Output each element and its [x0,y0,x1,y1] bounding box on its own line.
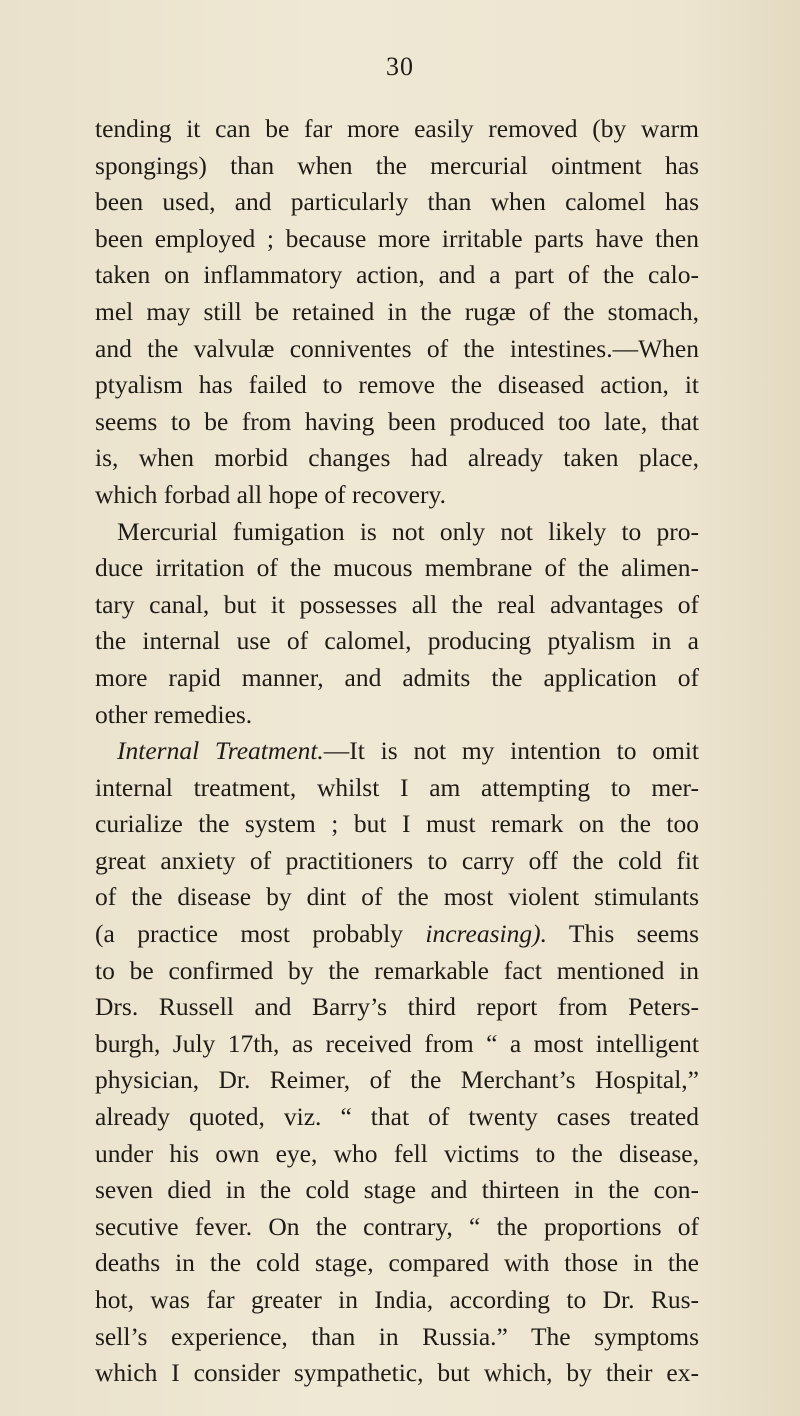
text-line-paragraph-start: Mercurial fumigation is not only not likely to pro- [117,516,699,546]
text-line: been used, and particularly than when calomel has [95,187,699,217]
text-line: is, when morbid changes had already taken place, [95,443,699,473]
text-run: (a practice most probably [95,919,426,949]
text-line: burgh, July 17th, as received from “ a most intelligent [95,1028,699,1058]
text-line: taken on inflammatory action, and a part of the calo- [95,260,699,290]
text-line: the internal use of calomel, producing ptyalism in a [95,626,699,656]
text-line: secutive fever. On the contrary, “ the proportions of [95,1211,699,1241]
text-line: of the disease by dint of the most violent stimulants [95,882,699,912]
text-line: hot, was far greater in India, according to Dr. Rus- [95,1285,699,1314]
text-line: to be confirmed by the remarkable fact mentioned in [95,955,699,985]
text-line-paragraph-start [95,733,699,770]
text-line-paragraph-end: which forbad all hope of recovery. [95,479,446,509]
text-line-paragraph-end: other remedies. [95,699,253,729]
text-line: deaths in the cold stage, compared with those in the [95,1248,699,1278]
text-line: physician, Dr. Reimer, of the Merchant’s Hospital,” [95,1065,699,1095]
text-line: curialize the system ; but I must remark on the too [95,809,699,839]
text-line: tending it can be far more easily removed (by warm [95,114,699,143]
text-line: and the valvulæ conniventes of the intestines.—When [95,333,699,363]
text-line: been employed ; because more irritable parts have then [95,223,699,253]
text-line: duce irritation of the mucous membrane of the alimen- [95,553,699,583]
text-line: under his own eye, who fell victims to the disease, [95,1138,699,1168]
text-line: mel may still be retained in the rugæ of the stomach, [95,296,699,326]
text-line: seven died in the cold stage and thirteen in the con- [95,1175,699,1205]
text-line [95,916,699,953]
text-line: tary canal, but it possesses all the real advantages of [95,589,699,619]
body-text [95,111,699,1392]
text-run: This seems [546,919,699,949]
text-line: Drs. Russell and Barry’s third report from Peters- [95,992,699,1022]
text-line: ptyalism has failed to remove the diseased action, it [95,370,699,400]
text-run: —It is not my intention to omit [323,736,699,766]
text-line: internal treatment, whilst I am attempting to mer- [95,772,699,802]
italic-emphasis: increasing). [425,919,547,949]
text-line: more rapid manner, and admits the application of [95,662,699,692]
text-line: already quoted, viz. “ that of twenty cases treated [95,1102,699,1132]
text-line: sell’s experience, than in Russia.” The symptoms [95,1321,699,1351]
text-line: great anxiety of practitioners to carry off the cold fit [95,845,699,875]
text-line: which I consider sympathetic, but which, by their ex- [95,1358,699,1388]
section-heading-internal-treatment: Internal Treatment. [117,736,324,766]
text-line: spongings) than when the mercurial ointment has [95,150,699,180]
text-line: seems to be from having been produced too late, that [95,406,699,436]
page-number: 30 [386,52,414,81]
